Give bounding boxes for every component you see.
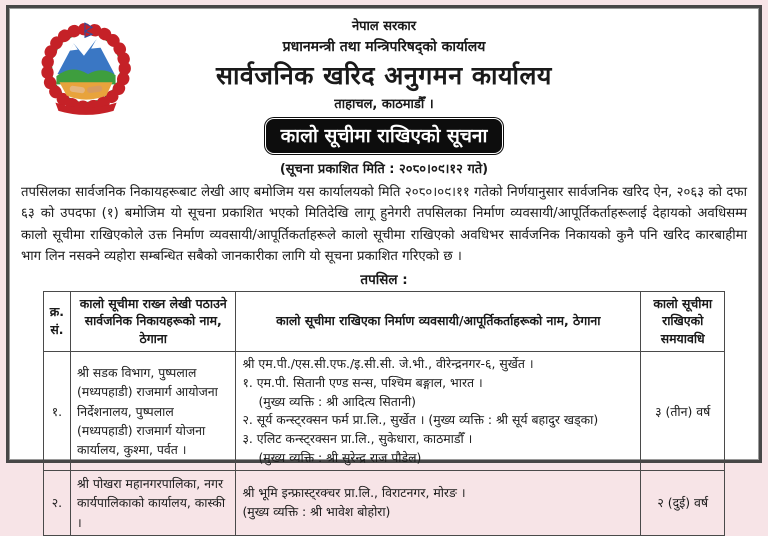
- firm-line: (मुख्य व्यक्ति : श्री सुरेन्द्र राज पौडेल): [242, 449, 634, 468]
- firm-line: १. एम.पी. सितानी एण्ड सन्स, पश्चिम बङ्गाल, भारत ।: [242, 374, 634, 393]
- row-serial-number: १.: [43, 352, 70, 471]
- firm-line: ३. एलिट कन्स्ट्रक्सन प्रा.लि., सुकेधारा, काठमाडौँ ।: [242, 430, 634, 449]
- row-firms: [236, 352, 641, 471]
- header-firms: कालो सूचीमा राखिएका निर्माण व्यवसायी/आपूर्तिकर्ताहरूको नाम, ठेगाना: [236, 291, 641, 352]
- table-row: [43, 352, 724, 471]
- table-header-row: [43, 291, 724, 352]
- parent-office: प्रधानमन्त्री तथा मन्त्रिपरिषद्को कार्यालय: [21, 37, 747, 56]
- firm-line: (मुख्य व्यक्ति : श्री भावेश बोहोरा): [242, 503, 634, 522]
- firm-line: २. सूर्य कन्स्ट्रक्सन फर्म प्रा.लि., सुर्खेत । (मुख्य व्यक्ति : श्री सूर्य बहादुर खड्का): [242, 411, 634, 430]
- row-serial-number: २.: [43, 471, 70, 536]
- row-agency: श्री सडक विभाग, पुष्पलाल (मध्यपहाडी) राजमार्ग आयोजना निर्देशनालय, पुष्पलाल (मध्यपहाडी) राजमार्ग योजना कार्यालय, कुश्मा, पर्वत ।: [71, 352, 236, 471]
- firm-line: श्री भूमि इन्फ्रास्ट्रक्चर प्रा.लि., विराटनगर, मोरङ ।: [242, 484, 634, 503]
- table-caption: तपसिल :: [21, 270, 747, 288]
- row-duration: २ (दुई) वर्ष: [641, 471, 725, 536]
- table-row: [43, 471, 724, 536]
- masthead: [21, 12, 747, 177]
- notice-paragraph: तपसिलका सार्वजनिक निकायहरूबाट लेखी आए बमोजिम यस कार्यालयको मिति २०८०।०९।११ गतेको निर्णयानुसार सार्वजनिक खरिद ऐन, २०६३ को दफा ६३ को उपदफा (१) बमोजिम यो सूचना प्रकाशित भएको मितिदेखि लागू हुनेगरी तपसिलका निर्माण व्यवसायी/आपूर्तिकर्ताहरूलाई देहायको अवधिसम्म कालो सूचीमा राखिएकोले उक्त निर्माण व्यवसायी/आपूर्तिकर्ताहरूले कालो सूचीमा राखिएको अवधिभर सार्वजनिक निकायको कुनै पनि खरिद कारबाहीमा भाग लिन नसक्ने व्यहोरा सम्बन्धित सबैको जानकारीका लागि यो सूचना प्रकाशित गरिएको छ ।: [21, 182, 747, 268]
- header-serial-number: क्र. सं.: [43, 291, 70, 352]
- notice-card: [6, 5, 762, 463]
- header-duration: कालो सूचीमा राखिएको समयावधि: [641, 291, 725, 352]
- notice-title-badge: कालो सूचीमा राखिएको सूचना: [265, 118, 504, 154]
- firm-line: (मुख्य व्यक्ति : श्री आदित्य सितानी): [242, 393, 634, 412]
- nepal-coat-of-arms-icon: [35, 16, 137, 120]
- firm-line: श्री एम.पी./एस.सी.एफ./इ.सी.सी. जे.भी., वीरेन्द्रनगर-६, सुर्खेत ।: [242, 355, 634, 374]
- office-name: सार्वजनिक खरिद अनुगमन कार्यालय: [21, 58, 747, 92]
- row-firms: [236, 471, 641, 536]
- office-address: ताहाचल, काठमाडौँ ।: [21, 94, 747, 112]
- row-agency: श्री पोखरा महानगरपालिका, नगर कार्यपालिकाको कार्यालय, कास्की ।: [71, 471, 236, 536]
- blacklist-table: [43, 291, 725, 536]
- header-agency: कालो सूचीमा राख्न लेखी पठाउने सार्वजनिक निकायहरूको नाम, ठेगाना: [71, 291, 236, 352]
- government-name: नेपाल सरकार: [21, 12, 747, 34]
- published-date: (सूचना प्रकाशित मिति : २०८०।०९।१२ गते): [21, 159, 747, 177]
- row-duration: ३ (तीन) वर्ष: [641, 352, 725, 471]
